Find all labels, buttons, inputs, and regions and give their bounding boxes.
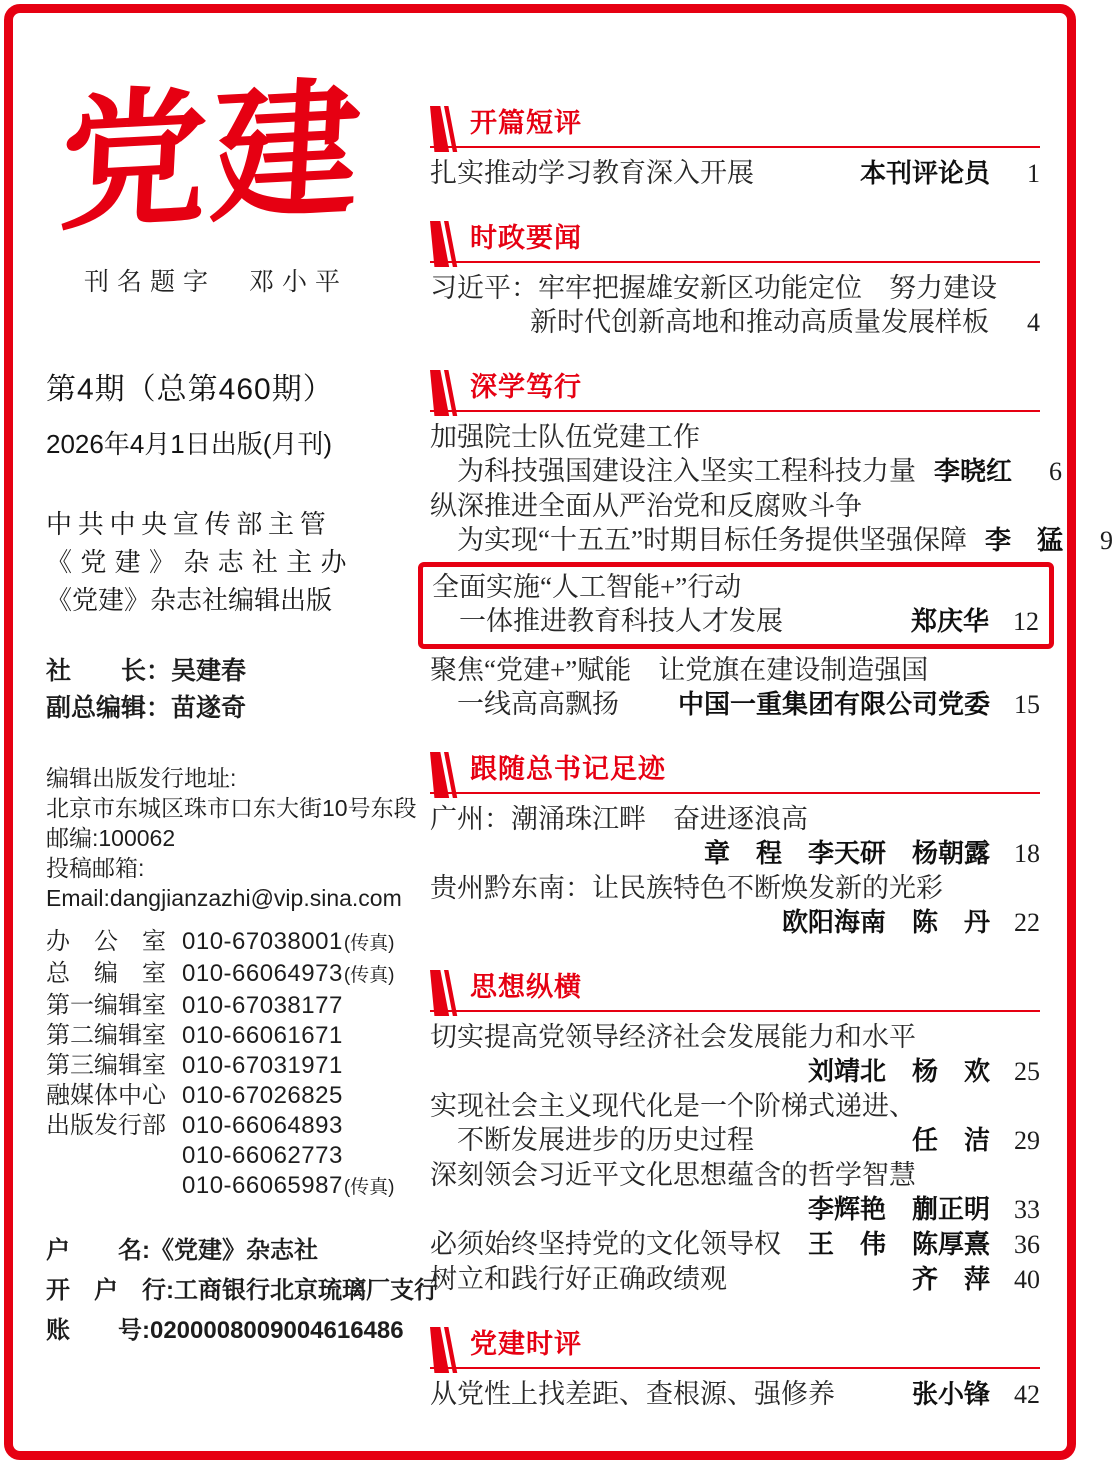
section-title: 思想纵横 [470,972,582,1002]
article-title: 必须始终坚持党的文化领导权 [430,1229,781,1259]
section-header [430,221,1040,263]
phone-number: 010-67031971 [182,1052,343,1079]
phone-number: 010-66062773 [182,1142,343,1169]
phone-list [46,927,422,1203]
phone-number: 010-66064973 [182,960,343,987]
article-title: 新时代创新高地和推动高质量发展样板 [530,307,989,337]
toc-entry [430,1020,1040,1054]
phone-department-label: 第二编辑室 [46,1022,166,1049]
toc-entry [430,905,1040,940]
staff-block [46,653,422,727]
article-author: 李晓红 [934,456,1013,486]
page-number: 42 [1014,1380,1040,1409]
phone-number: 010-66064893 [182,1112,343,1139]
phone-department-label: 第一编辑室 [46,992,166,1019]
page-number: 22 [1014,908,1040,937]
article-author: 任 洁 [911,1125,990,1155]
article-title: 不断发展进步的历史过程 [457,1125,754,1155]
table-of-contents [430,106,1113,1442]
phone-row [46,927,422,959]
section-flag-icon [430,106,458,152]
toc-entry [430,156,1040,191]
issue-number: 第4期（总第460期） [46,373,334,406]
article-title: 实现社会主义现代化是一个阶梯式递进、 [430,1091,916,1121]
phone-department-label: 总 编 室 [46,960,166,987]
page-number: 29 [1014,1126,1040,1155]
magazine-logo: 党建 [55,60,369,252]
section-title: 时政要闻 [470,223,582,253]
article-title: 习近平：牢牢把握雄安新区功能定位 努力建设 [430,273,997,303]
phone-number: 010-66065987 [182,1172,343,1199]
toc-entry [430,420,1040,454]
phone-row [46,1171,422,1203]
toc-entry [430,1377,1040,1412]
page-number: 12 [1013,607,1039,636]
section-title: 开篇短评 [470,108,582,138]
phone-department-label: 出版发行部 [46,1112,166,1139]
publisher-line: 《党建》杂志社编辑出版 [46,585,333,615]
toc-section [430,752,1040,940]
page-number: 4 [1027,308,1040,337]
article-title: 为实现“十五五”时期目标任务提供坚强保障 [457,525,967,555]
article-author: 李 猛 [984,525,1063,555]
article-author: 欧阳海南 陈 丹 [781,907,990,937]
article-title: 广州：潮涌珠江畔 奋进逐浪高 [430,804,808,834]
toc-entry [430,871,1040,905]
toc-section [430,106,1040,191]
phone-row [46,959,422,991]
page-number: 40 [1014,1265,1040,1294]
page-number: 33 [1014,1195,1040,1224]
phone-number: 010-67038001 [182,928,343,955]
toc-entry [430,802,1040,836]
toc-entry [430,489,1040,523]
account-line: 开 户 行:工商银行北京琉璃厂支行 [46,1277,438,1304]
article-title: 一线高高飘扬 [457,689,619,719]
highlighted-article-box [418,562,1054,649]
toc-entry [430,305,1040,340]
page-number: 6 [1049,457,1063,486]
toc-entry [430,653,1040,687]
toc-entry [430,687,1040,722]
section-flag-icon [430,970,458,1016]
address-line: 北京市东城区珠市口东大街10号东段 [46,795,417,821]
toc-entry [430,1158,1040,1192]
staff-line: 社 长：吴建春 [46,657,247,685]
address-block [46,763,422,913]
page-number: 25 [1014,1057,1040,1086]
article-title: 切实提高党领导经济社会发展能力和水平 [430,1022,916,1052]
phone-row [46,1021,422,1051]
phone-row [46,1051,422,1081]
bank-account-block [46,1231,438,1351]
article-author: 王 伟 陈厚熹 [807,1229,990,1259]
article-author: 刘靖北 杨 欢 [807,1056,990,1086]
page-number: 15 [1014,690,1040,719]
article-title: 树立和践行好正确政绩观 [430,1264,727,1294]
masthead-column [46,60,438,1351]
logo-calligrapher-caption: 刊名题字 邓小平 [84,267,349,296]
phone-department-label: 办 公 室 [46,928,166,955]
section-header [430,752,1040,794]
phone-row [46,1141,422,1171]
phone-row [46,1081,422,1111]
phone-number: 010-67026825 [182,1082,343,1109]
address-line: 投稿邮箱: [46,855,145,881]
phone-department-label: 融媒体中心 [46,1082,166,1109]
phone-row [46,1111,422,1141]
article-title: 扎实推动学习教育深入开展 [430,158,754,188]
article-author: 中国一重集团有限公司党委 [677,689,990,719]
fax-label: (传真) [343,965,395,986]
section-flag-icon [430,1327,458,1373]
account-line: 户 名:《党建》杂志社 [46,1237,318,1264]
article-author: 郑庆华 [910,606,989,636]
toc-section [430,1327,1040,1412]
toc-section [430,970,1040,1297]
toc-entry [430,1227,1040,1262]
toc-entry [430,1089,1040,1123]
toc-entry [430,836,1040,871]
publisher-line: 中共中央宣传部主管 [46,509,332,539]
publisher-line: 《党建》杂志社主办 [46,547,355,577]
article-author: 李辉艳 蒯正明 [807,1194,990,1224]
toc-section [430,221,1040,340]
article-title: 聚焦“党建+”赋能 让党旗在建设制造强国 [430,655,929,685]
article-title: 贵州黔东南：让民族特色不断焕发新的光彩 [430,873,943,903]
section-flag-icon [430,370,458,416]
article-author: 本刊评论员 [859,158,990,188]
section-flag-icon [430,752,458,798]
address-line: 邮编:100062 [46,825,176,851]
toc-entry [430,271,1040,305]
toc-entry [430,523,1113,558]
toc-entry [432,604,1039,639]
section-title: 跟随总书记足迹 [470,754,666,784]
address-line: 编辑出版发行地址: [46,765,237,791]
fax-label: (传真) [343,1177,395,1198]
toc-entry [432,570,1039,604]
article-title: 纵深推进全面从严治党和反腐败斗争 [430,491,862,521]
toc-entry [430,1123,1040,1158]
article-author: 章 程 李天研 杨朝露 [703,838,990,868]
article-title: 从党性上找差距、查根源、强修养 [430,1379,835,1409]
section-header [430,370,1040,412]
section-header [430,1327,1040,1369]
staff-line: 副总编辑：苗遂奇 [46,694,247,722]
phone-number: 010-67038177 [182,992,343,1019]
toc-entry [430,1262,1040,1297]
article-title: 一体推进教育科技人才发展 [459,606,783,636]
page-number: 1 [1027,159,1040,188]
section-flag-icon [430,221,458,267]
toc-section [430,370,1113,722]
phone-number: 010-66061671 [182,1022,343,1049]
section-header [430,106,1040,148]
article-author: 齐 萍 [911,1264,990,1294]
section-title: 深学笃行 [470,372,582,402]
toc-entry [430,454,1063,489]
page-number: 9 [1099,526,1113,555]
article-title: 加强院士队伍党建工作 [430,422,700,452]
toc-entry [430,1054,1040,1089]
publisher-block [46,505,422,619]
article-author: 张小锋 [911,1379,990,1409]
article-title: 全面实施“人工智能+”行动 [432,572,742,602]
phone-department-label: 第三编辑室 [46,1052,166,1079]
address-line: Email:dangjianzazhi@vip.sina.com [46,885,402,911]
section-header [430,970,1040,1012]
page-number: 36 [1014,1230,1040,1259]
account-line: 账 号:0200008009004616486 [46,1317,404,1344]
article-title: 为科技强国建设注入坚实工程科技力量 [457,456,916,486]
publish-date: 2026年4月1日出版(月刊) [46,429,333,459]
phone-row [46,991,422,1021]
page-number: 18 [1014,839,1040,868]
section-title: 党建时评 [470,1329,582,1359]
article-title: 深刻领会习近平文化思想蕴含的哲学智慧 [430,1160,916,1190]
fax-label: (传真) [343,933,395,954]
toc-entry [430,1192,1040,1227]
